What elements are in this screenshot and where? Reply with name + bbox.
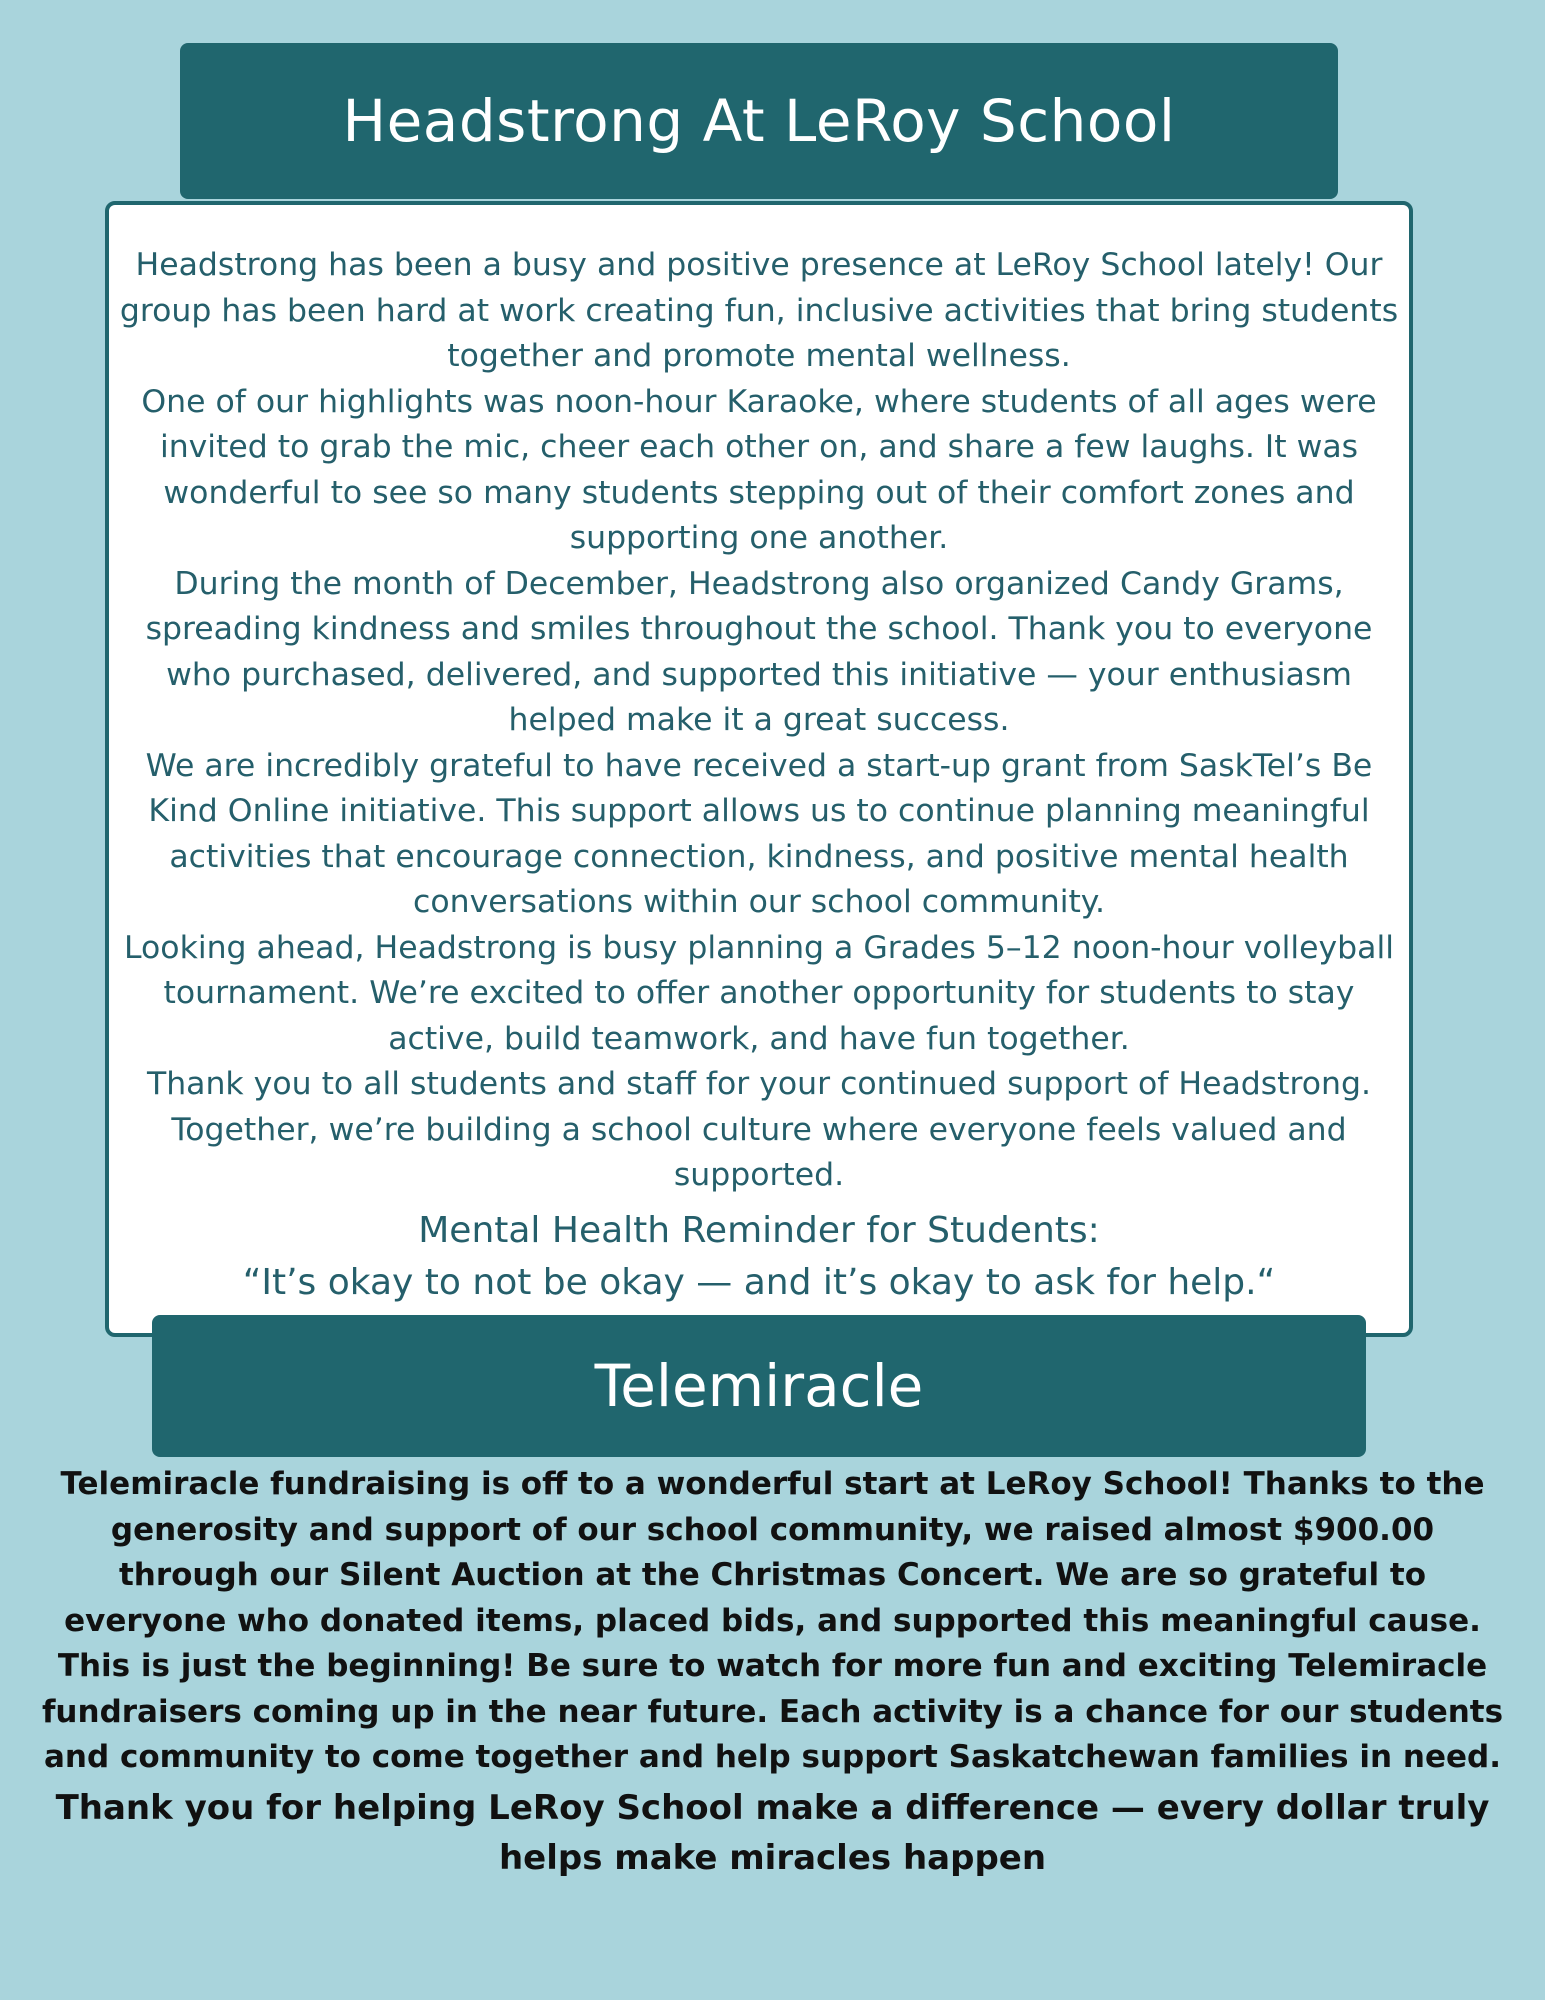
headstrong-paragraph-candy-grams: During the month of December, Headstrong also organized Candy Grams, spreading kindness and smiles throughout the school. Thank you to everyone who purchased, delivered, and supported this initiative — your enthusiasm helped make it a great success. (145, 565, 1373, 738)
headstrong-paragraph-intro: Headstrong has been a busy and positive presence at LeRoy School lately! Our group has been hard at work creating fun, inclusive activities that bring students together and promote mental wellness. (119, 247, 1399, 374)
headstrong-title: Headstrong At LeRoy School (342, 87, 1176, 155)
mental-health-reminder-title: Mental Health Reminder for Students: (418, 1209, 1100, 1251)
telemiracle-paragraph-auction: Telemiracle fundraising is off to a wonderful start at LeRoy School! Thanks to the generosity and support of our school community, we raised almost $900.00 through our Silent Auction at the Christmas Concert. We are so grateful to everyone who donated items, placed bids, and supported this meaningful cause. (60, 1466, 1485, 1639)
telemiracle-title: Telemiracle (594, 1352, 924, 1420)
telemiracle-paragraph-upcoming: This is just the beginning! Be sure to watch for more fun and exciting Telemiracle fundraisers coming up in the near future. Each activity is a chance for our students and community to come together and help support Saskatchewan families in need. (41, 1648, 1504, 1775)
headstrong-paragraph-thanks: Thank you to all students and staff for your continued support of Headstrong. Together, we’re building a school culture where everyone feels valued and supported. (146, 1066, 1372, 1193)
headstrong-paragraph-karaoke: One of our highlights was noon-hour Karaoke, where students of all ages were invited to grab the mic, cheer each other on, and share a few laughs. It was wonderful to see so many students stepping out of their comfort zones and supporting one another. (141, 383, 1377, 556)
headstrong-title-banner (180, 43, 1338, 199)
mental-health-reminder-quote: “It’s okay to not be okay — and it’s okay to ask for help.“ (242, 1261, 1276, 1303)
telemiracle-closing: Thank you for helping LeRoy School make a difference — every dollar truly helps make miracles happen (55, 1787, 1490, 1878)
telemiracle-article (40, 1462, 1505, 1883)
telemiracle-title-banner (152, 1315, 1366, 1457)
headstrong-paragraph-volleyball: Looking ahead, Headstrong is busy planning a Grades 5–12 noon-hour volleyball tournament. We’re excited to offer another opportunity for students to stay active, build teamwork, and have fun together. (124, 929, 1394, 1057)
headstrong-article-card (105, 201, 1413, 1337)
headstrong-paragraph-grant: We are incredibly grateful to have received a start-up grant from SaskTel’s Be Kind Online initiative. This support allows us to continue planning meaningful activities that encourage connection, kindness, and positive mental health conversations within our school community. (145, 747, 1373, 920)
